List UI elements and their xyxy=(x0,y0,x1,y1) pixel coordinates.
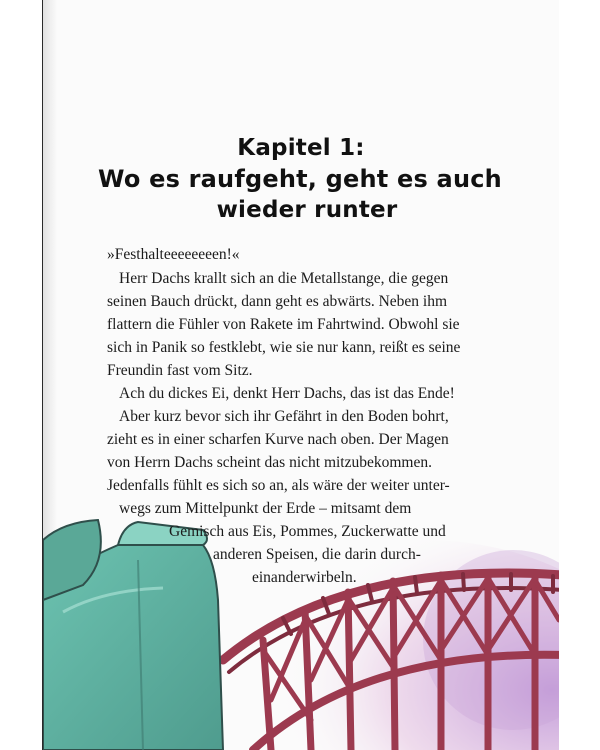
text-line: Aber kurz bevor sich ihr Gefährt in den Boden bohrt, xyxy=(119,408,449,425)
chapter-title-line-1: Wo es raufgeht, geht es auch xyxy=(98,165,502,193)
text-line: anderen Speisen, die darin durch- xyxy=(213,546,421,563)
text-line: seinen Bauch drückt, dann geht es abwärts. Neben ihm xyxy=(107,293,448,310)
text-line: flattern die Fühler von Rakete im Fahrtwind. Obwohl sie xyxy=(107,316,460,333)
text-line: von Herrn Dachs scheint das nicht mitzubekommen. xyxy=(107,454,432,471)
text-line: sich in Panik so festklebt, wie sie nur kann, reißt es seine xyxy=(107,339,461,356)
coaster-car xyxy=(43,520,223,750)
text-line: Gemisch aus Eis, Pommes, Zuckerwatte und xyxy=(169,523,446,540)
chapter-number: Kapitel 1: xyxy=(237,135,365,161)
text-line: »Festhalteeeeeeeen!« xyxy=(107,246,240,263)
text-line: Ach du dickes Ei, denkt Herr Dachs, das ist das Ende! xyxy=(119,385,455,402)
text-line: Herr Dachs krallt sich an die Metallstange, die gegen xyxy=(119,270,449,287)
text-line: einanderwirbeln. xyxy=(252,569,357,586)
text-line: zieht es in einer scharfen Kurve nach oben. Der Magen xyxy=(107,431,449,448)
text-line: wegs zum Mittelpunkt der Erde – mitsamt dem xyxy=(119,500,412,517)
text-line: Freundin fast vom Sitz. xyxy=(107,362,253,379)
chapter-title-line-2: wieder runter xyxy=(216,197,398,223)
book-page xyxy=(42,0,559,750)
text-line: Jedenfalls fühlt es sich so an, als wäre der weiter unter- xyxy=(107,477,450,494)
